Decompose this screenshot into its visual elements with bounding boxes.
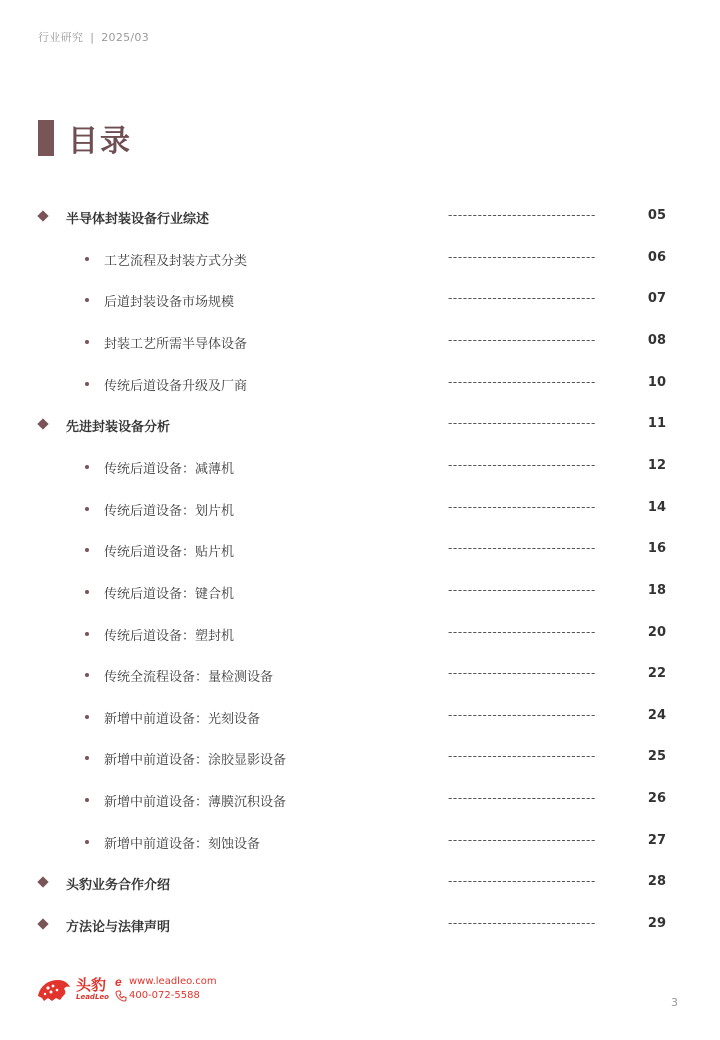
diamond-bullet-icon: [37, 877, 48, 888]
toc-item-label: 新增中前道设备：刻蚀设备: [104, 836, 261, 852]
toc-page-number: 06: [647, 249, 666, 265]
header-separator: |: [90, 31, 95, 44]
title-accent-bar: [38, 120, 54, 156]
toc-item-label: 传统后道设备：键合机: [104, 586, 235, 602]
toc-page-number: 26: [647, 791, 666, 807]
toc-subsection-item[interactable]: [0, 665, 720, 685]
toc-dash-leader: ------------------------------: [448, 666, 596, 681]
toc-dash-leader: ------------------------------: [448, 874, 596, 889]
toc-subsection-item[interactable]: [0, 540, 720, 560]
toc-section-item[interactable]: [0, 873, 720, 893]
web-e-icon: [115, 976, 127, 988]
toc-subsection-item[interactable]: [0, 582, 720, 602]
toc-dash-leader: ------------------------------: [448, 832, 596, 847]
website-link[interactable]: www.leadleo.com: [128, 976, 217, 987]
toc-item-label: 传统后道设备升级及厂商: [104, 378, 248, 394]
toc-dash-leader: ------------------------------: [448, 707, 596, 722]
toc-page-number: 12: [647, 457, 666, 473]
toc-dash-leader: ------------------------------: [448, 249, 596, 264]
diamond-bullet-icon: [37, 210, 48, 221]
toc-item-label: 头豹业务合作介绍: [66, 878, 171, 894]
toc-subsection-item[interactable]: [0, 832, 720, 852]
dot-bullet-icon: [85, 673, 89, 677]
phone-number: 400-072-5588: [128, 990, 200, 1001]
dot-bullet-icon: [85, 548, 89, 552]
header-category: 行业研究: [38, 31, 84, 44]
toc-dash-leader: ------------------------------: [448, 916, 596, 930]
toc-subsection-item[interactable]: [0, 707, 720, 727]
toc-item-label: 传统后道设备：减薄机: [104, 461, 235, 477]
phone-icon: [115, 990, 127, 1002]
toc-dash-leader: ------------------------------: [448, 541, 596, 556]
toc-page-number: 10: [647, 374, 666, 390]
toc-item-label: 传统后道设备：塑封机: [104, 628, 235, 644]
toc-dash-leader: ------------------------------: [448, 582, 596, 597]
toc-item-label: 方法论与法律声明: [66, 920, 171, 935]
toc-page-number: 18: [647, 582, 666, 598]
dot-bullet-icon: [85, 340, 89, 344]
toc-page-number: 28: [647, 874, 666, 890]
dot-bullet-icon: [85, 507, 89, 511]
diamond-bullet-icon: [37, 419, 48, 430]
dot-bullet-icon: [85, 715, 89, 719]
dot-bullet-icon: [85, 632, 89, 636]
toc-page-number: 22: [647, 666, 666, 682]
toc-item-label: 传统后道设备：贴片机: [104, 545, 235, 561]
toc-subsection-item[interactable]: [0, 290, 720, 310]
logo-chinese-name: 头豹: [76, 976, 107, 994]
toc-subsection-item[interactable]: [0, 790, 720, 810]
toc-page-number: 08: [647, 332, 666, 348]
dot-bullet-icon: [85, 840, 89, 844]
page-header: [38, 29, 149, 45]
toc-item-label: 传统全流程设备：量检测设备: [104, 670, 274, 686]
dot-bullet-icon: [85, 465, 89, 469]
page-title: 目录: [68, 124, 132, 159]
toc-item-label: 新增中前道设备：光刻设备: [104, 711, 261, 727]
toc-page-number: 27: [647, 832, 666, 848]
toc-item-label: 封装工艺所需半导体设备: [104, 336, 248, 352]
toc-dash-leader: ------------------------------: [448, 332, 596, 347]
toc-section-item[interactable]: [0, 207, 720, 227]
diamond-bullet-icon: [37, 918, 48, 929]
toc-item-label: 新增中前道设备：薄膜沉积设备: [104, 795, 287, 811]
dot-bullet-icon: [85, 382, 89, 386]
dot-bullet-icon: [85, 257, 89, 261]
toc-dash-leader: ------------------------------: [448, 374, 596, 389]
logo-english-name: LeadLeo: [76, 993, 109, 1001]
toc-dash-leader: ------------------------------: [448, 457, 596, 472]
toc-subsection-item[interactable]: [0, 332, 720, 352]
toc-dash-leader: ------------------------------: [448, 416, 596, 431]
toc-page-number: 20: [647, 624, 666, 640]
toc-page-number: 29: [647, 916, 666, 931]
toc-page-number: 14: [647, 499, 666, 515]
toc-item-label: 工艺流程及封装方式分类: [104, 253, 248, 269]
toc-title-block: [38, 116, 132, 160]
leopard-logo-icon: [36, 974, 72, 1004]
toc-dash-leader: ------------------------------: [448, 791, 596, 806]
toc-subsection-item[interactable]: [0, 249, 720, 269]
toc-section-item[interactable]: [0, 915, 720, 935]
toc-subsection-item[interactable]: [0, 624, 720, 644]
toc-dash-leader: ------------------------------: [448, 208, 596, 222]
toc-page-number: 24: [647, 707, 666, 723]
toc-dash-leader: ------------------------------: [448, 624, 596, 639]
toc-page-number: 16: [647, 541, 666, 557]
toc-subsection-item[interactable]: [0, 457, 720, 477]
dot-bullet-icon: [85, 756, 89, 760]
toc-item-label: 半导体封装设备行业综述: [66, 212, 210, 227]
toc-page-number: 07: [647, 291, 666, 307]
toc-dash-leader: ------------------------------: [448, 291, 596, 306]
footer-brand: [36, 974, 217, 1004]
toc-item-label: 传统后道设备：划片机: [104, 503, 235, 519]
dot-bullet-icon: [85, 590, 89, 594]
toc-dash-leader: ------------------------------: [448, 499, 596, 514]
toc-item-label: 后道封装设备市场规模: [104, 295, 235, 311]
svg-text:e: e: [114, 976, 122, 988]
toc-item-label: 先进封装设备分析: [66, 420, 171, 436]
toc-item-label: 新增中前道设备：涂胶显影设备: [104, 753, 287, 769]
toc-section-item[interactable]: [0, 415, 720, 435]
dot-bullet-icon: [85, 298, 89, 302]
toc-subsection-item[interactable]: [0, 499, 720, 519]
toc-dash-leader: ------------------------------: [448, 749, 596, 764]
toc-subsection-item[interactable]: [0, 748, 720, 768]
contact-info: [115, 975, 217, 1003]
toc-page-number: 05: [647, 208, 666, 223]
toc-page-number: 25: [647, 749, 666, 765]
dot-bullet-icon: [85, 798, 89, 802]
toc-page-number: 11: [647, 416, 666, 432]
toc-subsection-item[interactable]: [0, 374, 720, 394]
header-date: 2025/03: [101, 31, 150, 44]
page-number: 3: [671, 996, 678, 1009]
